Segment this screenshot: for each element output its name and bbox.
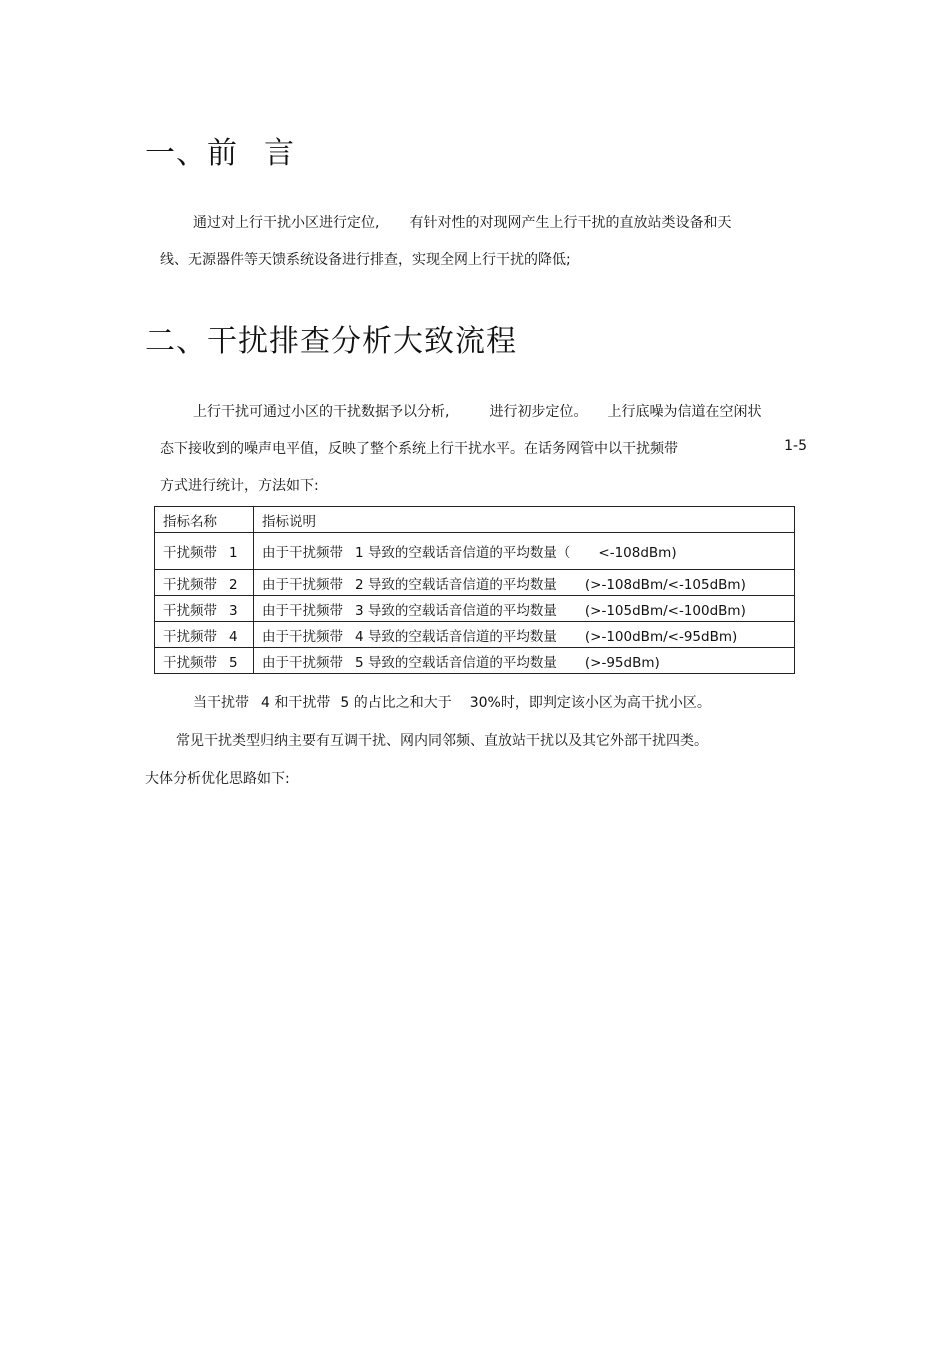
heading-part: 言 — [264, 136, 295, 171]
text-run: 通过对上行干扰小区进行定位, — [193, 215, 380, 231]
table-cell-desc — [254, 596, 795, 622]
text-run: 5 的占比之和大于 — [340, 695, 452, 711]
table-row — [155, 570, 795, 596]
table-row — [155, 622, 795, 648]
text-run: 1-5 — [784, 438, 807, 454]
table-row — [155, 648, 795, 674]
text-run: 上行干扰可通过小区的干扰数据予以分析, — [193, 404, 450, 420]
text-run: 3 — [229, 602, 238, 619]
table-header-row — [155, 507, 795, 533]
text-run: 干扰频带 — [163, 628, 217, 645]
paragraph-line — [193, 212, 731, 232]
text-run: 由于干扰频带 — [262, 628, 343, 645]
text-run: 导致的空载话音信道的平均数量 — [367, 576, 557, 593]
text-run: (>-105dBm/<-100dBm) — [584, 602, 746, 619]
text-run: 由于干扰频带 — [262, 576, 343, 593]
text-run: (>-95dBm) — [584, 654, 660, 671]
text-run: 导致的空载话音信道的平均数量 — [367, 654, 557, 671]
table-header-cell: 指标说明 — [254, 507, 795, 533]
interference-band-table — [154, 506, 795, 674]
text-run: 导致的空载话音信道的平均数量（ — [367, 545, 571, 561]
text-run: 30%时，即判定该小区为高干扰小区。 — [469, 695, 711, 711]
text-run: 5 — [229, 654, 238, 671]
text-run: 有针对性的对现网产生上行干扰的直放站类设备和天 — [409, 215, 732, 231]
paragraph-line — [193, 401, 761, 421]
text-run: 5 — [355, 654, 364, 671]
text-run: (>-100dBm/<-95dBm) — [584, 628, 738, 645]
text-run: 导致的空载话音信道的平均数量 — [367, 628, 557, 645]
text-run: 4 和干扰带 — [261, 695, 331, 711]
table-cell-name — [155, 570, 254, 596]
text-run: 由于干扰频带 — [262, 654, 343, 671]
text-run: 态下接收到的噪声电平值，反映了整个系统上行干扰水平。在话务网管中以干扰频带 — [160, 441, 678, 457]
table-row — [155, 596, 795, 622]
text-run: 1 — [355, 545, 364, 561]
paragraph-line — [160, 475, 319, 495]
text-run: 3 — [355, 602, 364, 619]
text-run: 4 — [355, 628, 364, 645]
paragraph-line — [193, 692, 711, 712]
text-run: 2 — [229, 576, 238, 593]
paragraph-line: 常见干扰类型归纳主要有互调干扰、网内同邻频、直放站干扰以及其它外部干扰四类。 — [176, 733, 708, 749]
table-cell-name — [155, 596, 254, 622]
paragraph-line — [160, 249, 571, 269]
paragraph-line: 大体分析优化思路如下: — [145, 771, 290, 787]
text-run: 4 — [229, 628, 238, 645]
text-run: 进行初步定位。 — [489, 404, 588, 420]
paragraph-line — [160, 438, 807, 458]
section-heading-preface — [145, 128, 295, 172]
section-heading-process: 二、干扰排查分析大致流程 — [145, 324, 517, 359]
table-row — [155, 533, 795, 570]
text-run: 干扰频带 — [163, 545, 217, 561]
text-run: 干扰频带 — [163, 576, 217, 593]
text-run: 由于干扰频带 — [262, 545, 343, 561]
table-cell-name — [155, 622, 254, 648]
text-run: 上行底噪为信道在空闲状 — [607, 404, 762, 420]
text-run: 方式进行统计，方法如下: — [160, 478, 319, 494]
table-cell-desc — [254, 648, 795, 674]
text-run: 2 — [355, 576, 364, 593]
text-run: 由于干扰频带 — [262, 602, 343, 619]
text-run: <-108dBm) — [598, 545, 677, 561]
text-run: 1 — [229, 545, 238, 561]
text-run: 导致的空载话音信道的平均数量 — [367, 602, 557, 619]
table-cell-name — [155, 533, 254, 570]
table-cell-desc — [254, 570, 795, 596]
text-run: 干扰频带 — [163, 602, 217, 619]
table-cell-name — [155, 648, 254, 674]
text-run: 当干扰带 — [193, 695, 249, 711]
text-run: 干扰频带 — [163, 654, 217, 671]
table-cell-desc — [254, 622, 795, 648]
text-run: (>-108dBm/<-105dBm) — [584, 576, 746, 593]
text-run: 线、无源器件等天馈系统设备进行排查，实现全网上行干扰的降低; — [160, 252, 571, 268]
heading-part: 一、前 — [145, 136, 238, 171]
table-cell-desc — [254, 533, 795, 570]
table-header-cell: 指标名称 — [155, 507, 254, 533]
